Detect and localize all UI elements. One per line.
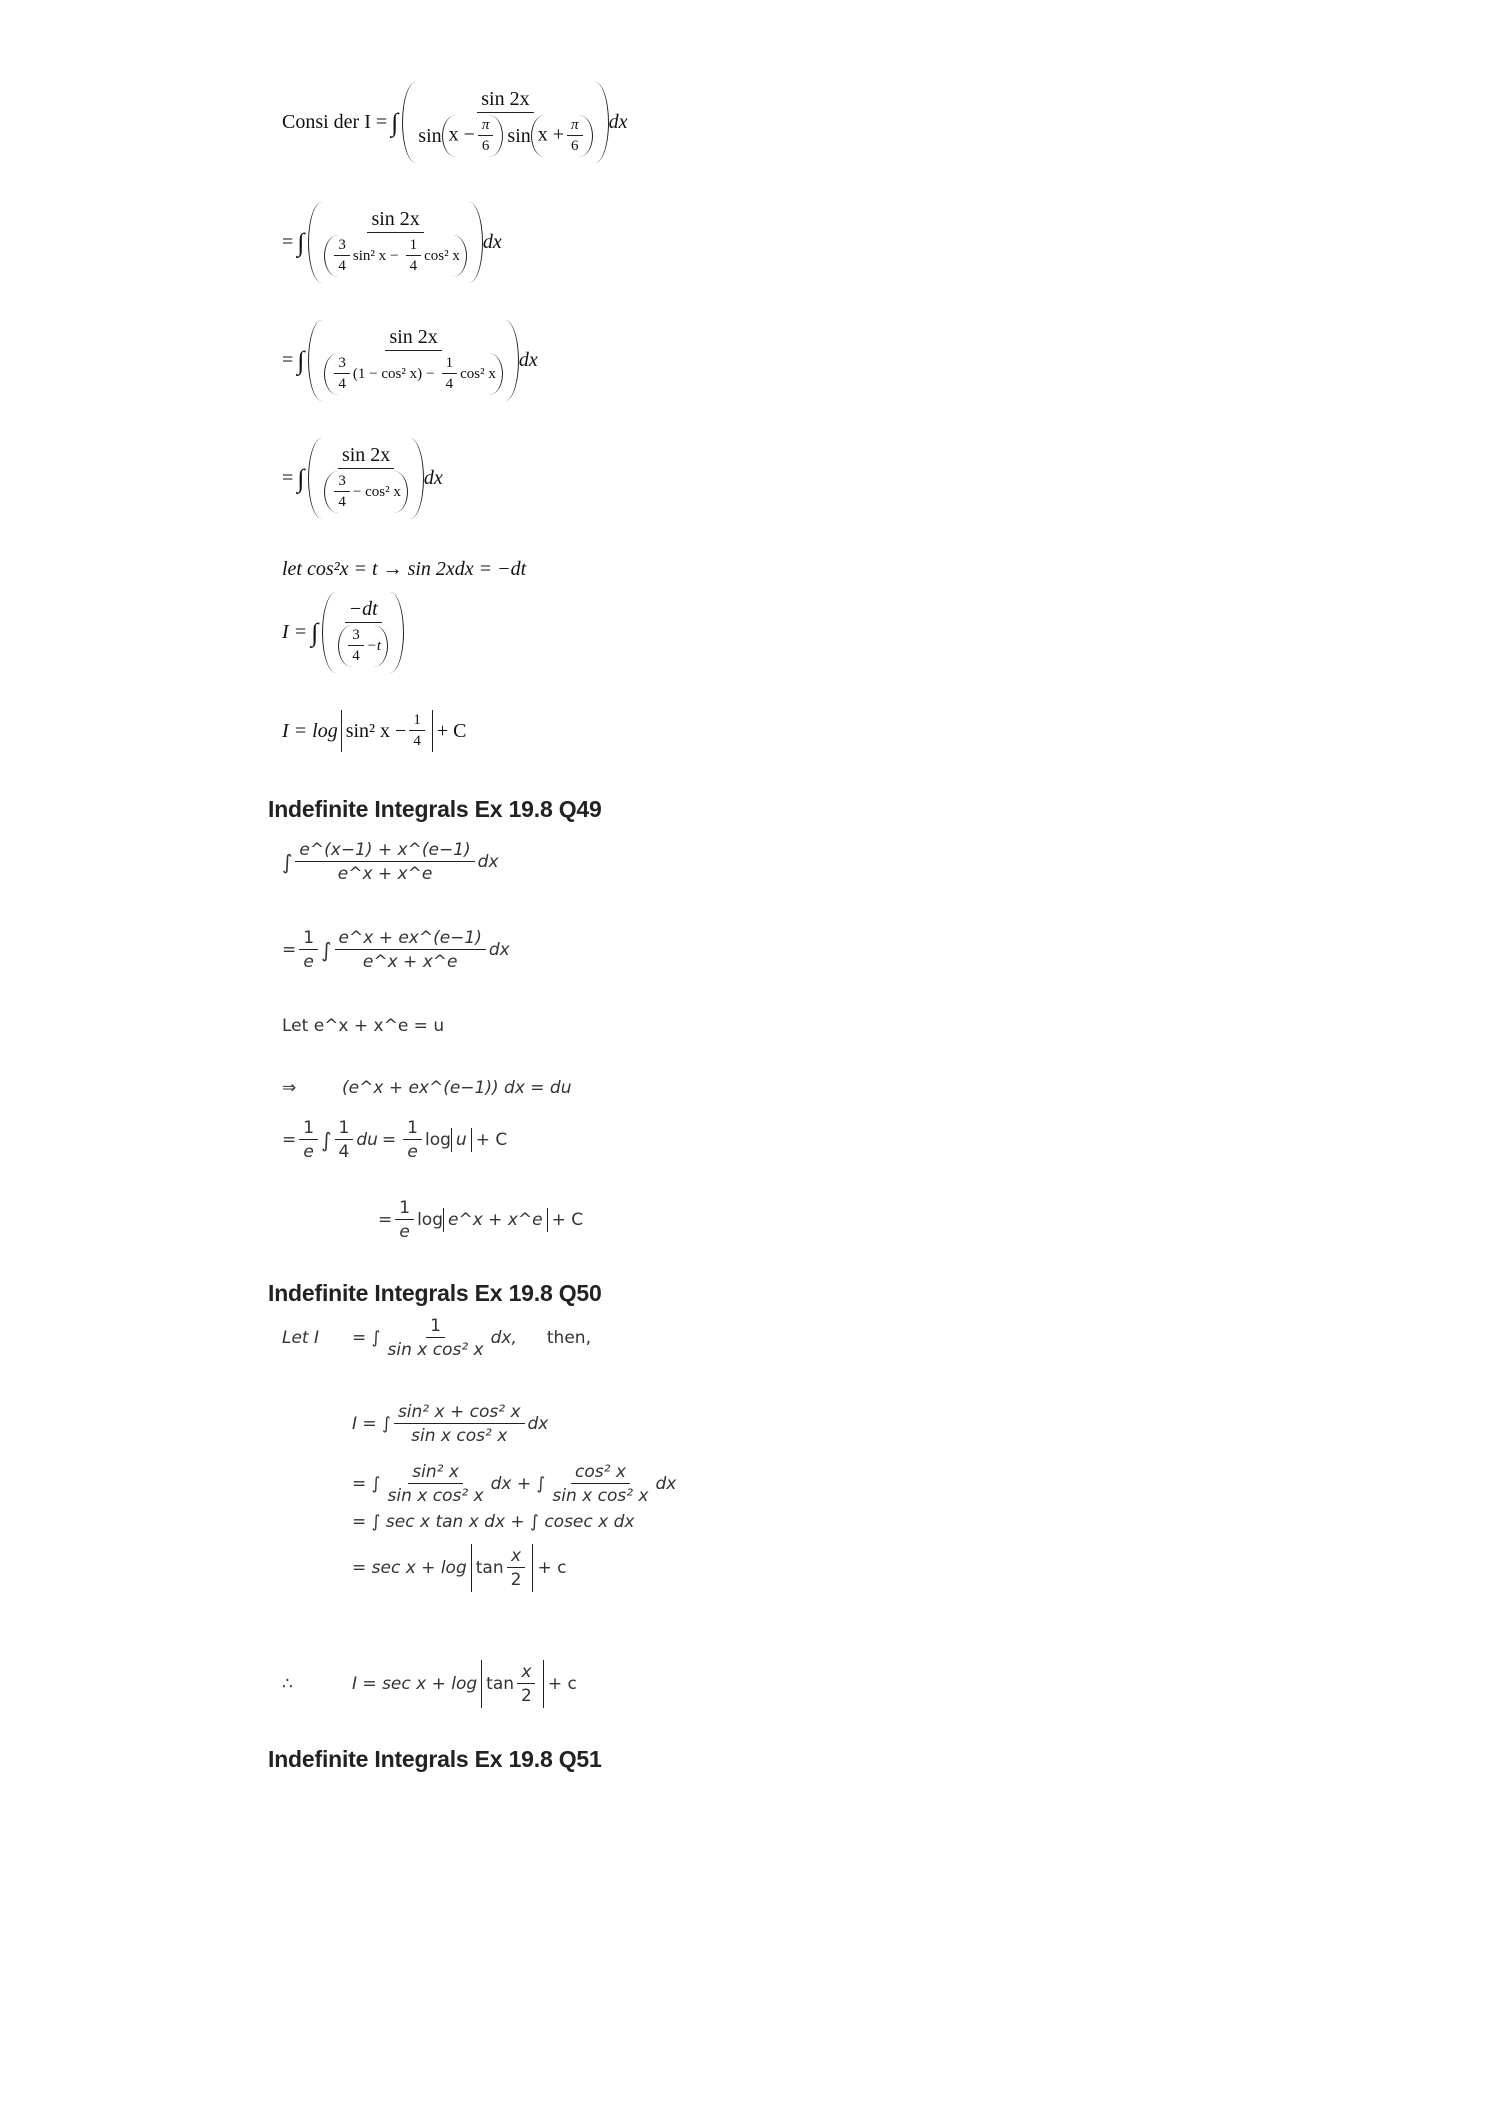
q50-step-3: = ∫ sec x tan x dx + ∫ cosec x dx bbox=[352, 1512, 635, 1532]
q49-du-line: ⇒ (e^x + ex^(e−1)) dx = du bbox=[282, 1078, 572, 1098]
q48-step-4: = ∫ sin 2x $\frac{3}{4}$ − cos² x dx bbox=[282, 438, 443, 519]
q50-step-4: = sec x + log tan $\frac{x}{2}$ + c bbox=[352, 1546, 567, 1590]
q48-result: I = log sin² x − $\frac{1}{4}$ + C bbox=[282, 710, 466, 752]
heading-q51: Indefinite Integrals Ex 19.8 Q51 bbox=[268, 1746, 602, 1772]
q48-step-sub: I = ∫ −dt $\frac{3}{4}$ −t bbox=[282, 592, 404, 673]
q50-result: ∴ I = sec x + log tan $\frac{x}{2}$ + c bbox=[282, 1662, 577, 1706]
q50-step-2: = ∫ $\frac{\text{sin² x}}{\text{sin x cos² x}}$ dx + ∫ $\frac{\text{cos² x}}{\text{sin x cos² x}}$ dx bbox=[352, 1462, 677, 1506]
q48-step-2: = ∫ sin 2x $\frac{3}{4}$ sin² x − $\frac{1}{4}$ cos² x dx bbox=[282, 202, 502, 283]
q48-step-3: = ∫ sin 2x $\frac{3}{4}$ (1 − cos² x) − $\frac{1}{4}$ cos² x dx bbox=[282, 320, 538, 401]
q48-step-consider: Consi der I = ∫ sin 2x sin x − $\frac{\pi}{6}$ sin x + $\frac{\pi}{6}$ dx bbox=[282, 82, 627, 163]
q49-step-4: = $\frac{1}{e}$ ∫ $\frac{1}{4}$ du = $\frac{1}{e}$ log u + C bbox=[282, 1118, 508, 1162]
q50-step-1: I = ∫ $\frac{\text{sin² x + cos² x}}{\text{sin x cos² x}}$ dx bbox=[352, 1402, 549, 1446]
heading-q50: Indefinite Integrals Ex 19.8 Q50 bbox=[268, 1280, 602, 1306]
q49-integral: ∫ $\frac{e\^{}(x-1) + x\^{}(e-1)}{e\^{}x + x\^{}e}$ dx bbox=[282, 840, 499, 884]
heading-q49: Indefinite Integrals Ex 19.8 Q49 bbox=[268, 796, 602, 822]
q50-let: Let I = ∫ $\frac{1}{\text{sin x cos² x}}$ dx, then, bbox=[282, 1316, 591, 1360]
q49-result: = $\frac{1}{e}$ log e^x + x^e + C bbox=[378, 1198, 584, 1242]
q48-substitution: let cos²x = t → sin 2xdx = −dt bbox=[282, 558, 527, 580]
q49-let: Let e^x + x^e = u bbox=[282, 1016, 445, 1036]
q49-step-2: = $\frac{1}{e}$ ∫ $\frac{e\^{}x + ex\^{}(e-1)}{e\^{}x + x\^{}e}$ dx bbox=[282, 928, 510, 972]
